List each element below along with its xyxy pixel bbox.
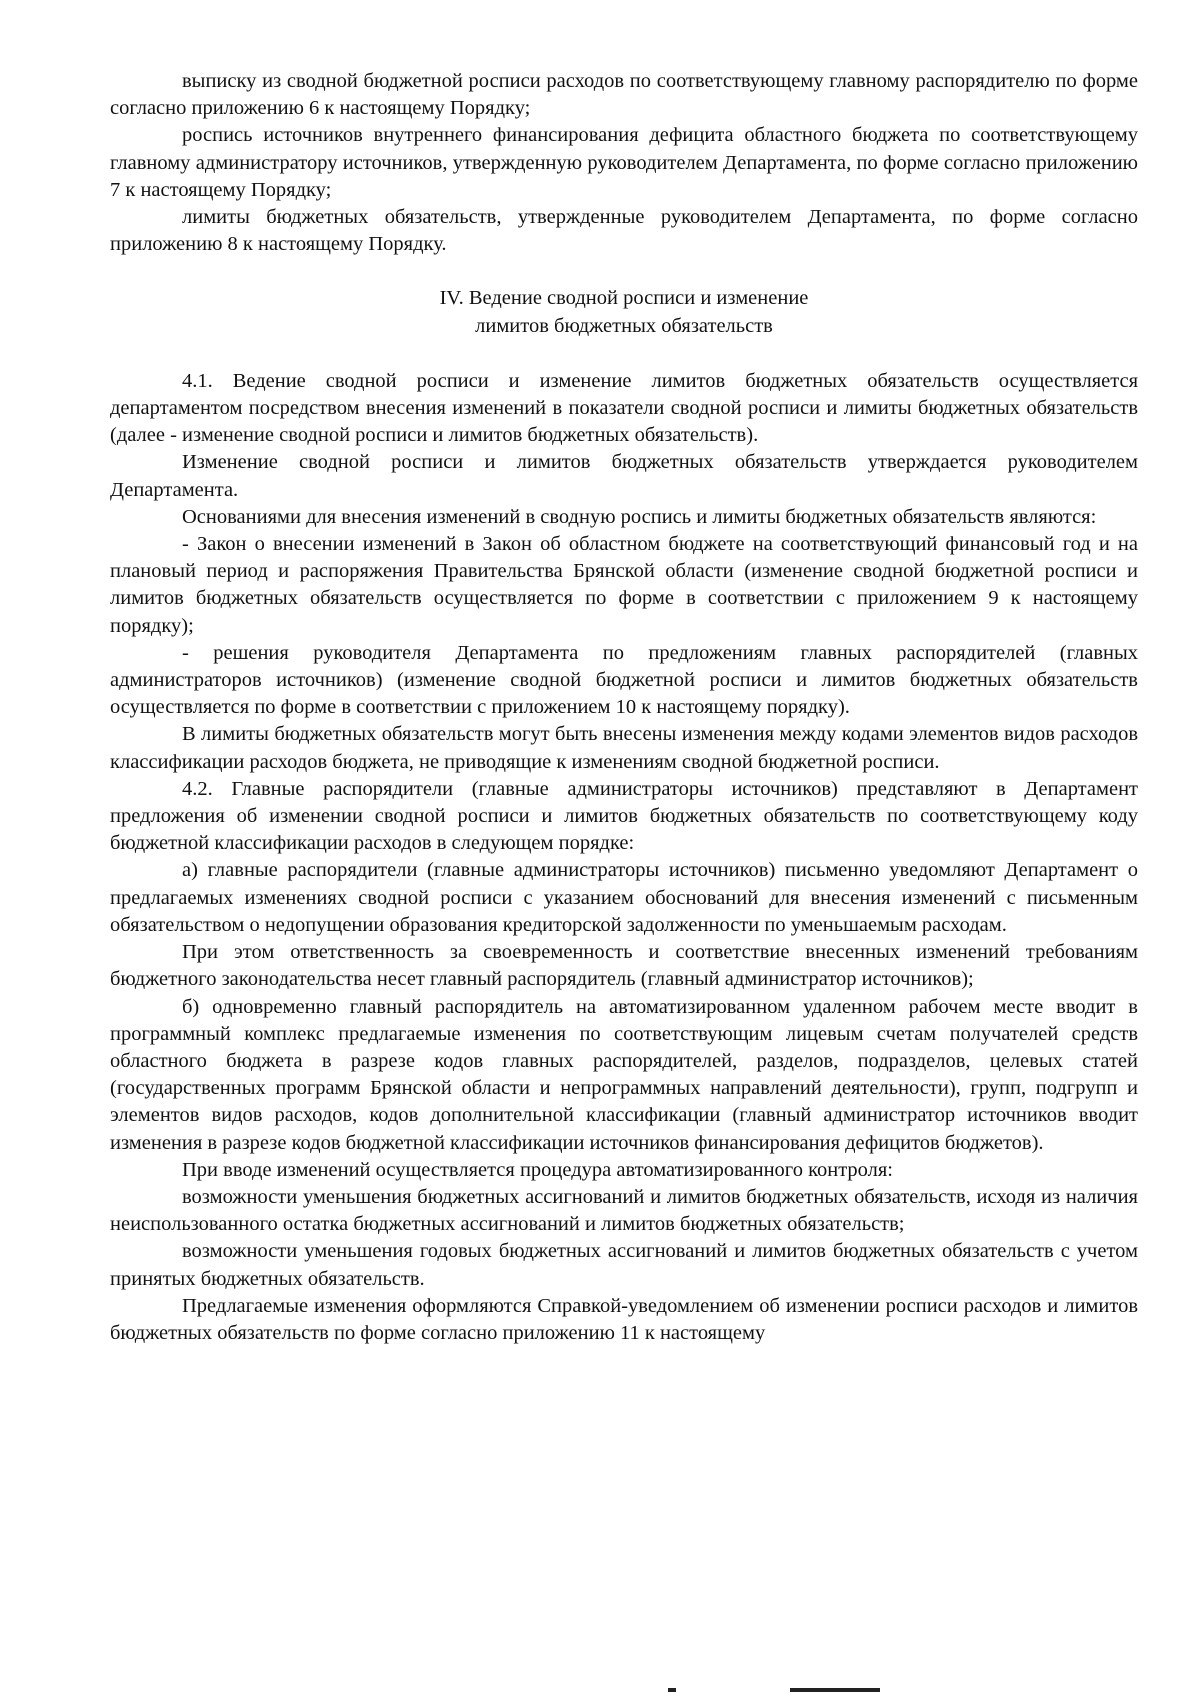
paragraph: 4.1. Ведение сводной росписи и изменение лимитов бюджетных обязательств осуществляется департаментом посредством внесения изменений в показатели сводной росписи и лимиты бюджетных обязательств (далее - изменение сводной росписи и лимитов бюджетных обязательств).: [110, 369, 1138, 447]
paragraph: 4.2. Главные распорядители (главные администраторы источников) представляют в Департамент предложения об изменении сводной росписи и лимитов бюджетных обязательств по соответствующему коду бюджетной классификации расходов в следующем порядке:: [110, 777, 1138, 855]
paragraph: возможности уменьшения бюджетных ассигнований и лимитов бюджетных обязательств, исходя из наличия неиспользованного остатка бюджетных ассигнований и лимитов бюджетных обязательств;: [110, 1185, 1138, 1236]
paragraph: Основаниями для внесения изменений в сводную роспись и лимиты бюджетных обязательств являются:: [182, 505, 1097, 528]
paragraph: возможности уменьшения годовых бюджетных ассигнований и лимитов бюджетных обязательств с учетом принятых бюджетных обязательств.: [110, 1240, 1138, 1290]
paragraph: При этом ответственность за своевременность и соответствие внесенных изменений требованиям бюджетного законодательства несет главный распорядитель (главный администратор источников);: [110, 941, 1138, 991]
paragraph: - решения руководителя Департамента по предложениям главных распорядителей (главных администраторов источников) (изменение сводной бюджетной росписи и лимитов бюджетных обязательств осуществляется по форме в соответствии с приложением 10 к настоящему порядку).: [110, 641, 1138, 719]
section-heading-line-1: IV. Ведение сводной росписи и изменение: [439, 287, 809, 310]
section-heading: [110, 285, 1138, 339]
paragraph: - Закон о внесении изменений в Закон об областном бюджете на соответствующий финансовый год и на плановый период и распоряжения Правительства Брянской области (изменение сводной бюджетной росписи и лимитов бюджетных обязательств осуществляется по форме в соответствии с приложением 9 к настоящему порядку);: [110, 533, 1138, 637]
paragraph: роспись источников внутреннего финансирования дефицита областного бюджета по соответствующему главному администратору источников, утвержденную руководителем Департамента, по форме согласно приложению 7 к настоящему Порядку;: [110, 124, 1138, 201]
paragraph: лимиты бюджетных обязательств, утвержденные руководителем Департамента, по форме согласно приложению 8 к настоящему Порядку.: [110, 206, 1138, 256]
document-page: [110, 68, 1138, 1347]
paragraph: б) одновременно главный распорядитель на автоматизированном удаленном рабочем месте вводит в программный комплекс предлагаемые изменения по соответствующим лицевым счетам получателей средств областного бюджета в разрезе кодов главных распорядителей, разделов, подразделов, целевых статей (государственных программ Брянской области и непрограммных направлений деятельности), групп, подгрупп и элементов видов расходов, кодов дополнительной классификации (главный администратор источников вводит изменения в разрезе кодов бюджетной классификации источников финансирования дефицитов бюджетов).: [110, 995, 1138, 1154]
paragraph: В лимиты бюджетных обязательств могут быть внесены изменения между кодами элементов видов расходов классификации расходов бюджета, не приводящие к изменениям сводной бюджетной росписи.: [110, 723, 1138, 773]
scan-artifact: [790, 1688, 880, 1692]
paragraph: Предлагаемые изменения оформляются Справкой-уведомлением об изменении росписи расходов и лимитов бюджетных обязательств по форме согласно приложению 11 к настоящему: [110, 1294, 1138, 1344]
paragraph: выписку из сводной бюджетной росписи расходов по соответствующему главному распорядителю по форме согласно приложению 6 к настоящему Порядку;: [110, 70, 1138, 120]
paragraph: Изменение сводной росписи и лимитов бюджетных обязательств утверждается руководителем Департамента.: [110, 451, 1138, 501]
paragraph: При вводе изменений осуществляется процедура автоматизированного контроля:: [182, 1158, 894, 1181]
scan-artifact: [668, 1688, 676, 1692]
section-heading-line-2: лимитов бюджетных обязательств: [475, 314, 773, 337]
paragraph: а) главные распорядители (главные администраторы источников) письменно уведомляют Департамент о предлагаемых изменениях сводной росписи с указанием обоснований для внесения изменений с письменным обязательством о недопущении образования кредиторской задолженности по уменьшаемым расходам.: [110, 859, 1138, 936]
